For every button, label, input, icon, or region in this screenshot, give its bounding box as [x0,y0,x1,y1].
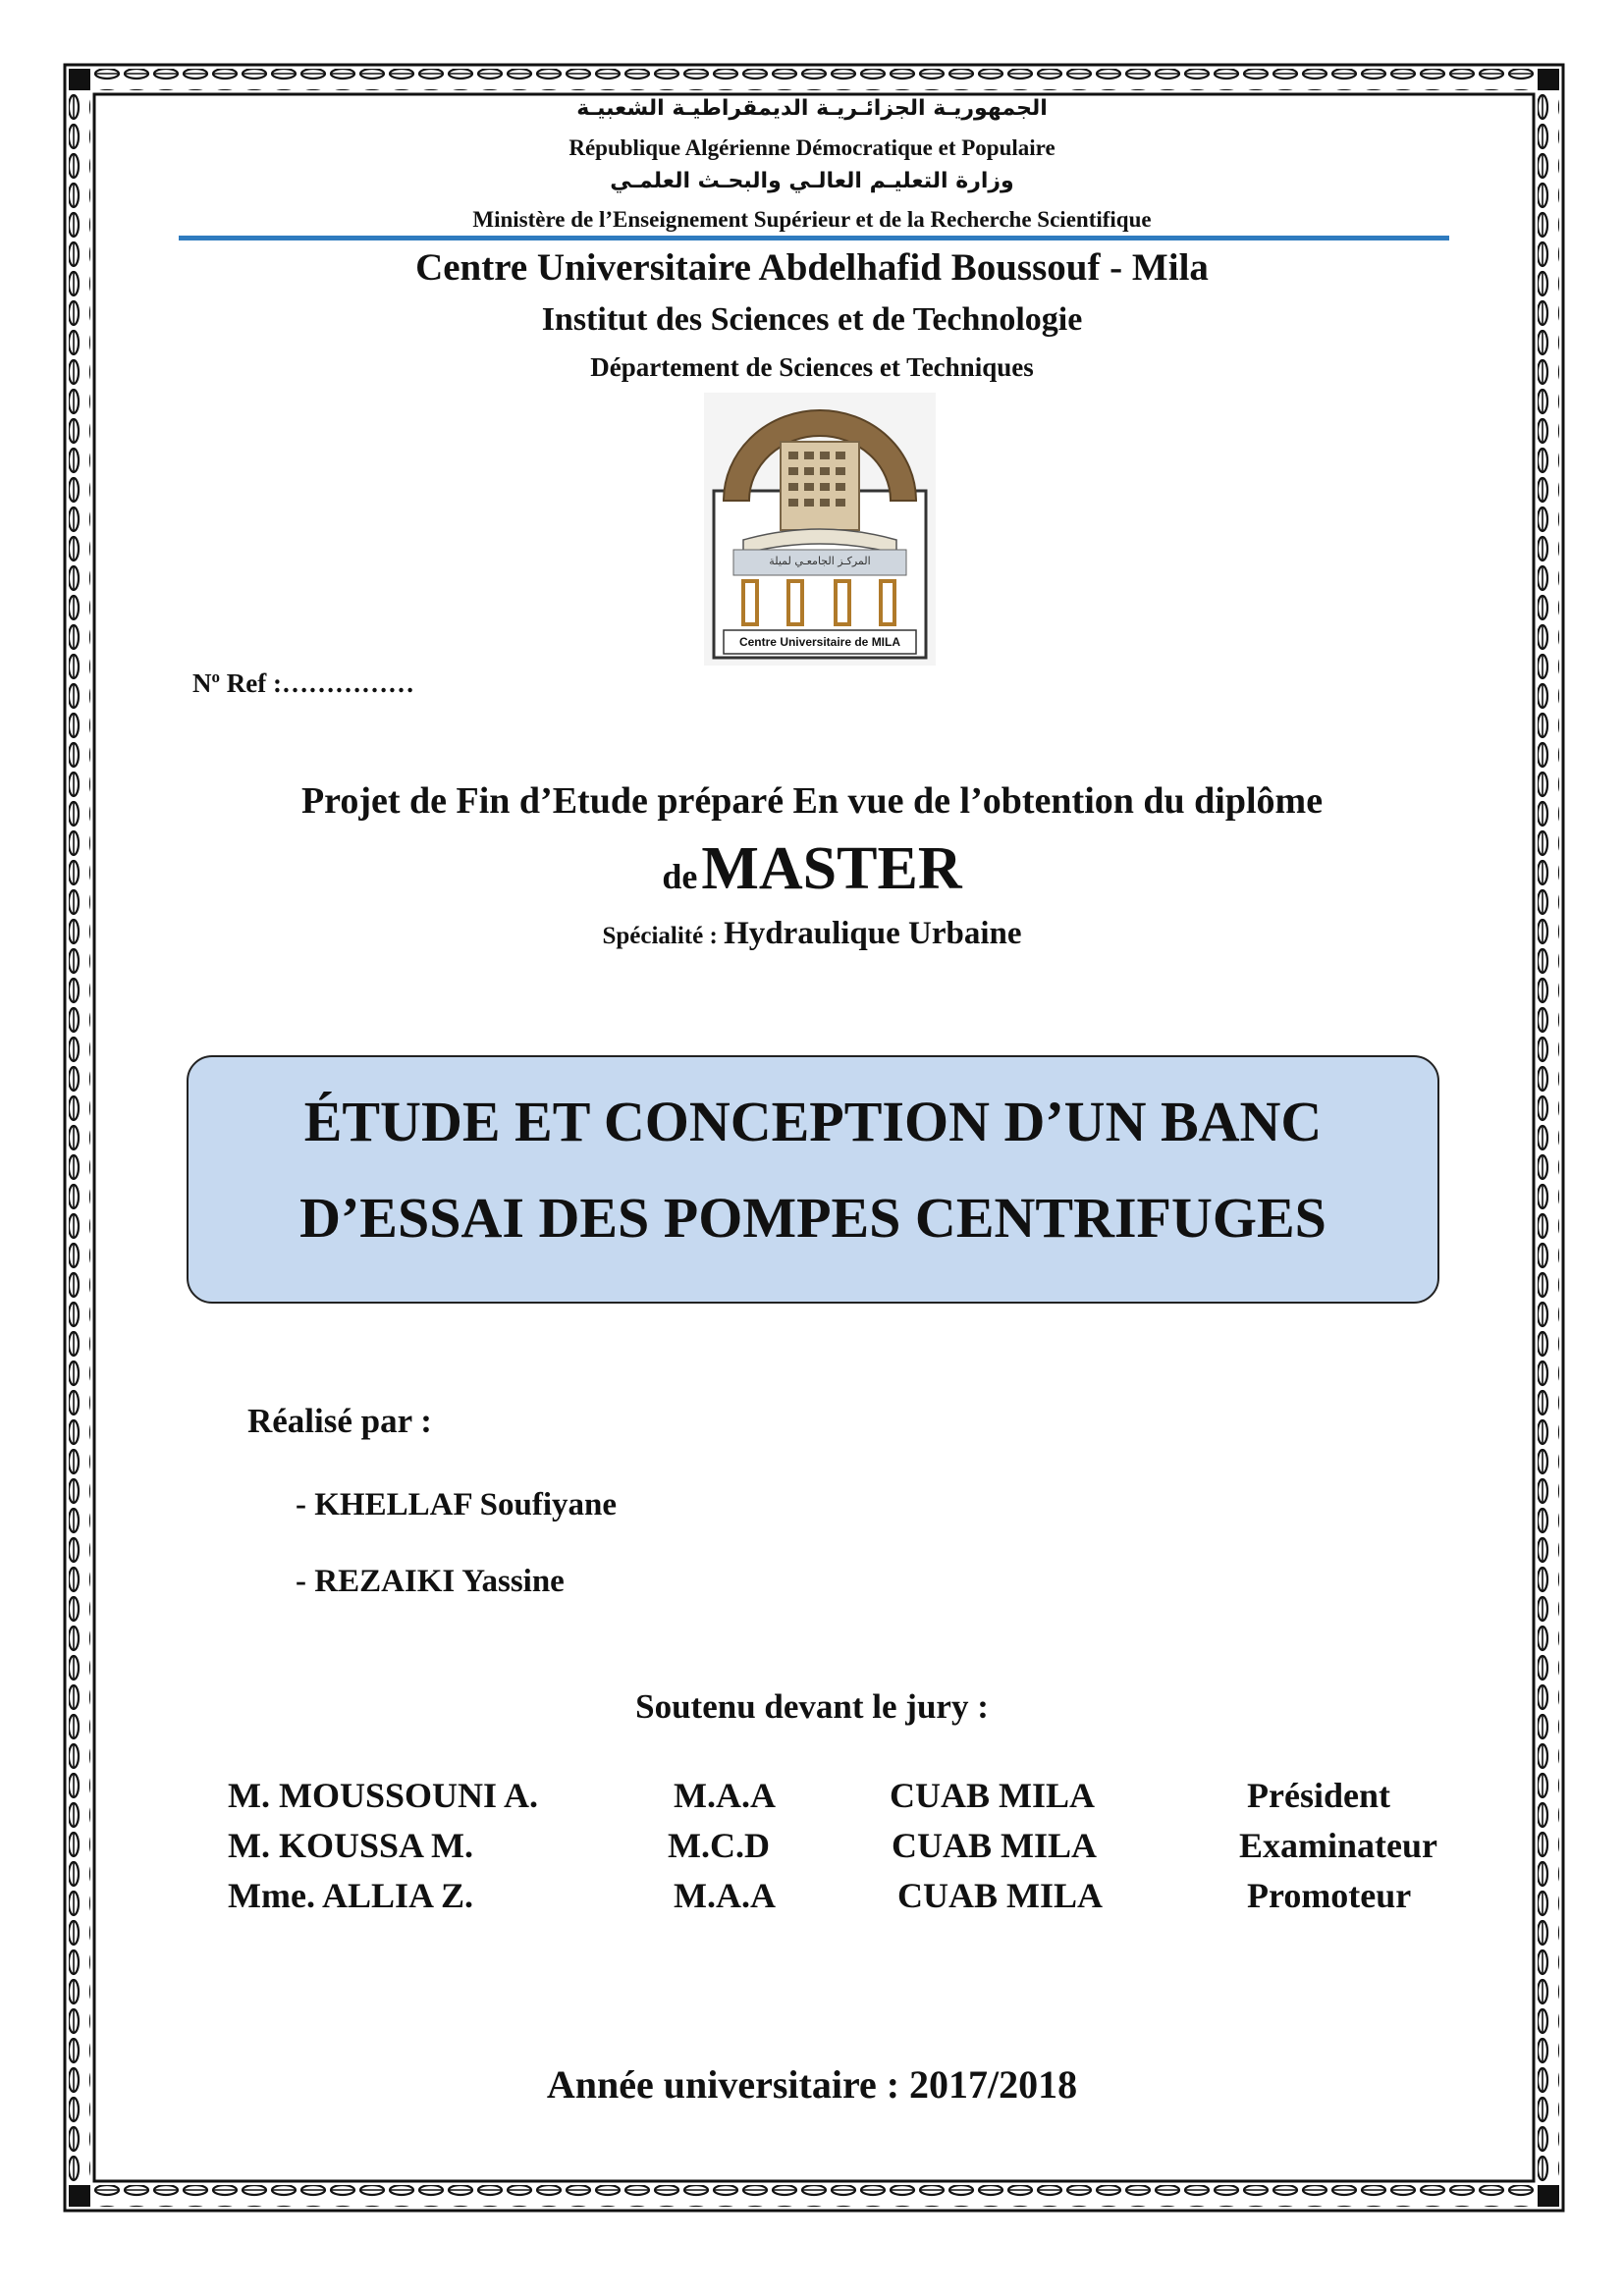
university-logo [704,393,936,666]
jury-member-name: Mme. ALLIA Z. [228,1876,474,1915]
jury-member-grade: M.A.A [674,1876,776,1915]
ministry-heading: Ministère de l’Enseignement Supérieur et de la Recherche Scientifique [472,207,1152,232]
jury-member-grade: M.A.A [674,1776,776,1815]
thesis-title-line-2: D’ESSAI DES POMPES CENTRIFUGES [299,1186,1326,1250]
jury-member-institution: CUAB MILA [890,1776,1096,1815]
jury-member-role: Promoteur [1247,1876,1412,1915]
jury-member-name: M. KOUSSA M. [228,1826,474,1865]
arabic-republic-heading: الجمهوريـة الجزائـريـة الديمقراطيـة الشعبيـة [576,96,1048,121]
authors-label: Réalisé par : [247,1402,432,1440]
jury-member-role: Président [1247,1776,1390,1815]
reference-label-main: N [192,668,212,698]
reference-number [192,667,414,699]
header-rule [179,236,1449,240]
specialty-label: Spécialité : [602,923,725,949]
logo-arabic-banner: المركـز الجامعـي لميلة [769,555,871,567]
academic-year: Année universitaire : 2017/2018 [546,2062,1078,2107]
jury-member-name: M. MOUSSOUNI A. [228,1776,539,1815]
reference-dots: …………… [281,668,414,698]
specialty-line [0,916,1624,952]
thesis-title-box [187,1055,1439,1304]
republic-heading: République Algérienne Démocratique et Populaire [568,135,1056,160]
degree-name: MASTER [701,835,962,902]
institute-name: Institut des Sciences et de Technologie [541,301,1083,338]
university-name: Centre Universitaire Abdelhafid Boussouf - Mila [415,246,1209,289]
project-description: Projet de Fin d’Etude préparé En vue de l’obtention du diplôme [300,780,1324,822]
degree-prefix: de [662,857,698,896]
degree-line [0,834,1624,904]
thesis-title-line-1: ÉTUDE ET CONCEPTION D’UN BANC [303,1090,1323,1153]
jury-member-institution: CUAB MILA [897,1876,1104,1915]
specialty-value: Hydraulique Urbaine [724,916,1022,951]
jury-member-institution: CUAB MILA [892,1826,1098,1865]
jury-member-grade: M.C.D [668,1826,770,1865]
jury-label: Soutenu devant le jury : [635,1687,989,1726]
jury-member-role: Examinateur [1239,1826,1437,1865]
reference-label-sup: o [211,667,220,686]
arabic-ministry-heading: وزارة التعليـم العالـي والبحـث العلمـي [610,169,1014,193]
author-name: - KHELLAF Soufiyane [296,1487,617,1522]
author-name: - REZAIKI Yassine [296,1564,565,1599]
logo-caption: Centre Universitaire de MILA [738,635,901,649]
reference-label-rest: Ref : [220,668,282,698]
department-name: Département de Sciences et Techniques [590,352,1034,382]
